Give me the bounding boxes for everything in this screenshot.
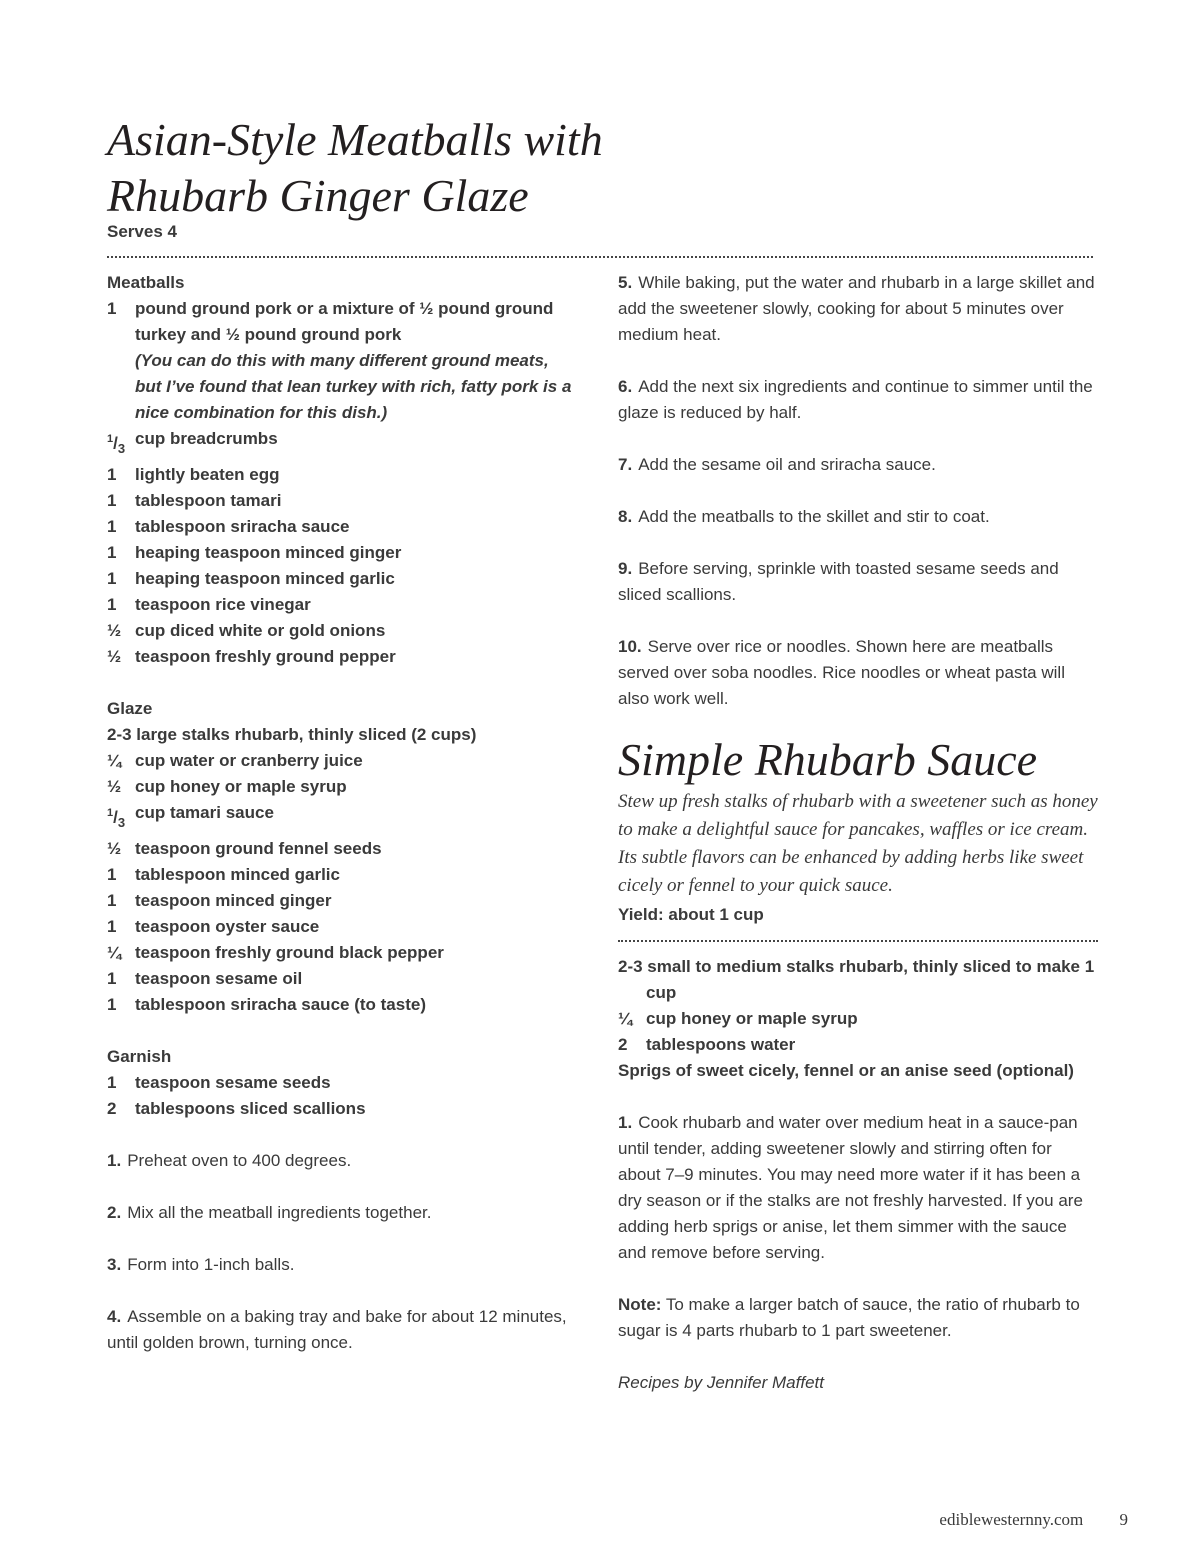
step-item: 7. Add the sesame oil and sriracha sauce. xyxy=(618,455,936,474)
recipe-credit: Recipes by Jennifer Maffett xyxy=(618,1373,824,1392)
ingredient-item: 1 tablespoon minced garlic xyxy=(107,865,340,885)
ingredient-item: $^1/_3$ cup breadcrumbs xyxy=(107,429,278,457)
sauce-last-ingredient: Sprigs of sweet cicely, fennel or an anise seed (optional) xyxy=(618,1061,1074,1080)
ingredient-item: ¼ cup water or cranberry juice xyxy=(107,751,363,771)
step-item: 2. Mix all the meatball ingredients together. xyxy=(107,1203,432,1223)
ingredient-item: 2 tablespoons water xyxy=(618,1035,796,1054)
recipe-title xyxy=(107,112,807,224)
glaze-heading: Glaze xyxy=(107,699,153,719)
ingredient-item: 1 tablespoon tamari xyxy=(107,491,282,511)
glaze-first-ingredient: 2-3 large stalks rhubarb, thinly sliced (2 cups) xyxy=(107,725,477,745)
ingredient-item: 1 lightly beaten egg xyxy=(107,465,280,485)
garnish-heading: Garnish xyxy=(107,1047,172,1067)
ingredient-item: 1 teaspoon oyster sauce xyxy=(107,917,320,937)
step-item: 8. Add the meatballs to the skillet and stir to coat. xyxy=(618,507,990,526)
step-item: 1. Preheat oven to 400 degrees. xyxy=(107,1151,352,1171)
ingredient-item: $^1/_3$ cup tamari sauce xyxy=(107,803,274,831)
ingredient-item: ½ cup diced white or gold onions xyxy=(107,621,386,641)
section-divider xyxy=(107,256,1093,258)
meatballs-note: (You can do this with many different ground meats, but I’ve found that lean turkey with rich, fatty pork is a nice combination for this dish.) xyxy=(135,351,572,422)
ingredient-item: 2 tablespoons sliced scallions xyxy=(107,1099,366,1119)
step-item: 9. Before serving, sprinkle with toasted sesame seeds and sliced scallions. xyxy=(618,559,1059,604)
recipe-title-line-2: Rhubarb Ginger Glaze xyxy=(107,170,529,221)
step-item: 3. Form into 1-inch balls. xyxy=(107,1255,295,1275)
sauce-note: Note: To make a larger batch of sauce, the ratio of rhubarb to sugar is 4 parts rhubarb to 1 part sweetener. xyxy=(618,1295,1080,1340)
ingredient-item: ½ cup honey or maple syrup xyxy=(107,777,347,797)
ingredient-item: 1 teaspoon sesame oil xyxy=(107,969,303,989)
sauce-step: 1. Cook rhubarb and water over medium heat in a sauce-pan until tender, adding sweetener slowly and stirring often for about 7–9 minutes. You may need more water if it has been a dry season or if the stalks are not freshly harvested. If you are adding herb sprigs or anise, let them simmer with the sauce and remove before serving. xyxy=(618,1113,1083,1262)
meatballs-heading: Meatballs xyxy=(107,273,185,292)
page-footer xyxy=(939,1510,1128,1530)
ingredient-item: 1 teaspoon sesame seeds xyxy=(107,1073,331,1093)
step-item: 6. Add the next six ingredients and continue to simmer until the glaze is reduced by half. xyxy=(618,377,1093,422)
ingredient-item: 1 teaspoon rice vinegar xyxy=(107,595,311,615)
ingredient-item: 1 tablespoon sriracha sauce xyxy=(107,517,350,537)
sauce-title: Simple Rhubarb Sauce xyxy=(618,734,1038,785)
ingredient-item: ¼ cup honey or maple syrup xyxy=(618,1009,858,1028)
serves-label: Serves 4 xyxy=(107,222,177,241)
glaze-list xyxy=(107,748,577,1018)
page-number: 9 xyxy=(1119,1510,1128,1529)
ingredient-item: 1 heaping teaspoon minced ginger xyxy=(107,543,402,563)
sauce-intro: Stew up fresh stalks of rhubarb with a sweetener such as honey to make a delightful sauce for pancakes, waffles or ice cream. Its subtle flavors can be enhanced by adding herbs like sweet cicely or fennel to your quick sauce. xyxy=(618,791,1098,896)
ingredient-item: ½ teaspoon ground fennel seeds xyxy=(107,839,382,859)
ingredient-item: 1 heaping teaspoon minced garlic xyxy=(107,569,395,589)
yield-label: Yield: about 1 cup xyxy=(618,905,764,924)
meatballs-list xyxy=(107,296,577,670)
recipe-title-line-1: Asian-Style Meatballs with xyxy=(107,114,603,165)
ingredient-item: 1 teaspoon minced ginger xyxy=(107,891,332,911)
ingredient-item: ¼ teaspoon freshly ground black pepper xyxy=(107,943,444,963)
step-item: 10. Serve over rice or noodles. Shown here are meatballs served over soba noodles. Rice noodles or wheat pasta will also work well. xyxy=(618,637,1065,708)
ingredient-item: ½ teaspoon freshly ground pepper xyxy=(107,647,396,667)
garnish-list xyxy=(107,1070,577,1122)
footer-website: ediblewesternny.com xyxy=(939,1510,1084,1529)
step-item: 5. While baking, put the water and rhubarb in a large skillet and add the sweetener slowly, cooking for about 5 minutes over medium heat. xyxy=(618,273,1095,344)
ingredient-item: 1 tablespoon sriracha sauce (to taste) xyxy=(107,995,426,1015)
left-column xyxy=(107,270,577,1356)
sauce-first-ingredient: 2-3 small to medium stalks rhubarb, thinly sliced to make 1 cup xyxy=(618,957,1095,1002)
step-item: 4. Assemble on a baking tray and bake for about 12 minutes, until golden brown, turning once. xyxy=(107,1307,567,1353)
right-column xyxy=(618,270,1098,1396)
sauce-divider xyxy=(618,940,1098,942)
ingredient-item: 1 pound ground pork or a mixture of ½ pound ground turkey and ½ pound ground pork xyxy=(107,299,554,344)
